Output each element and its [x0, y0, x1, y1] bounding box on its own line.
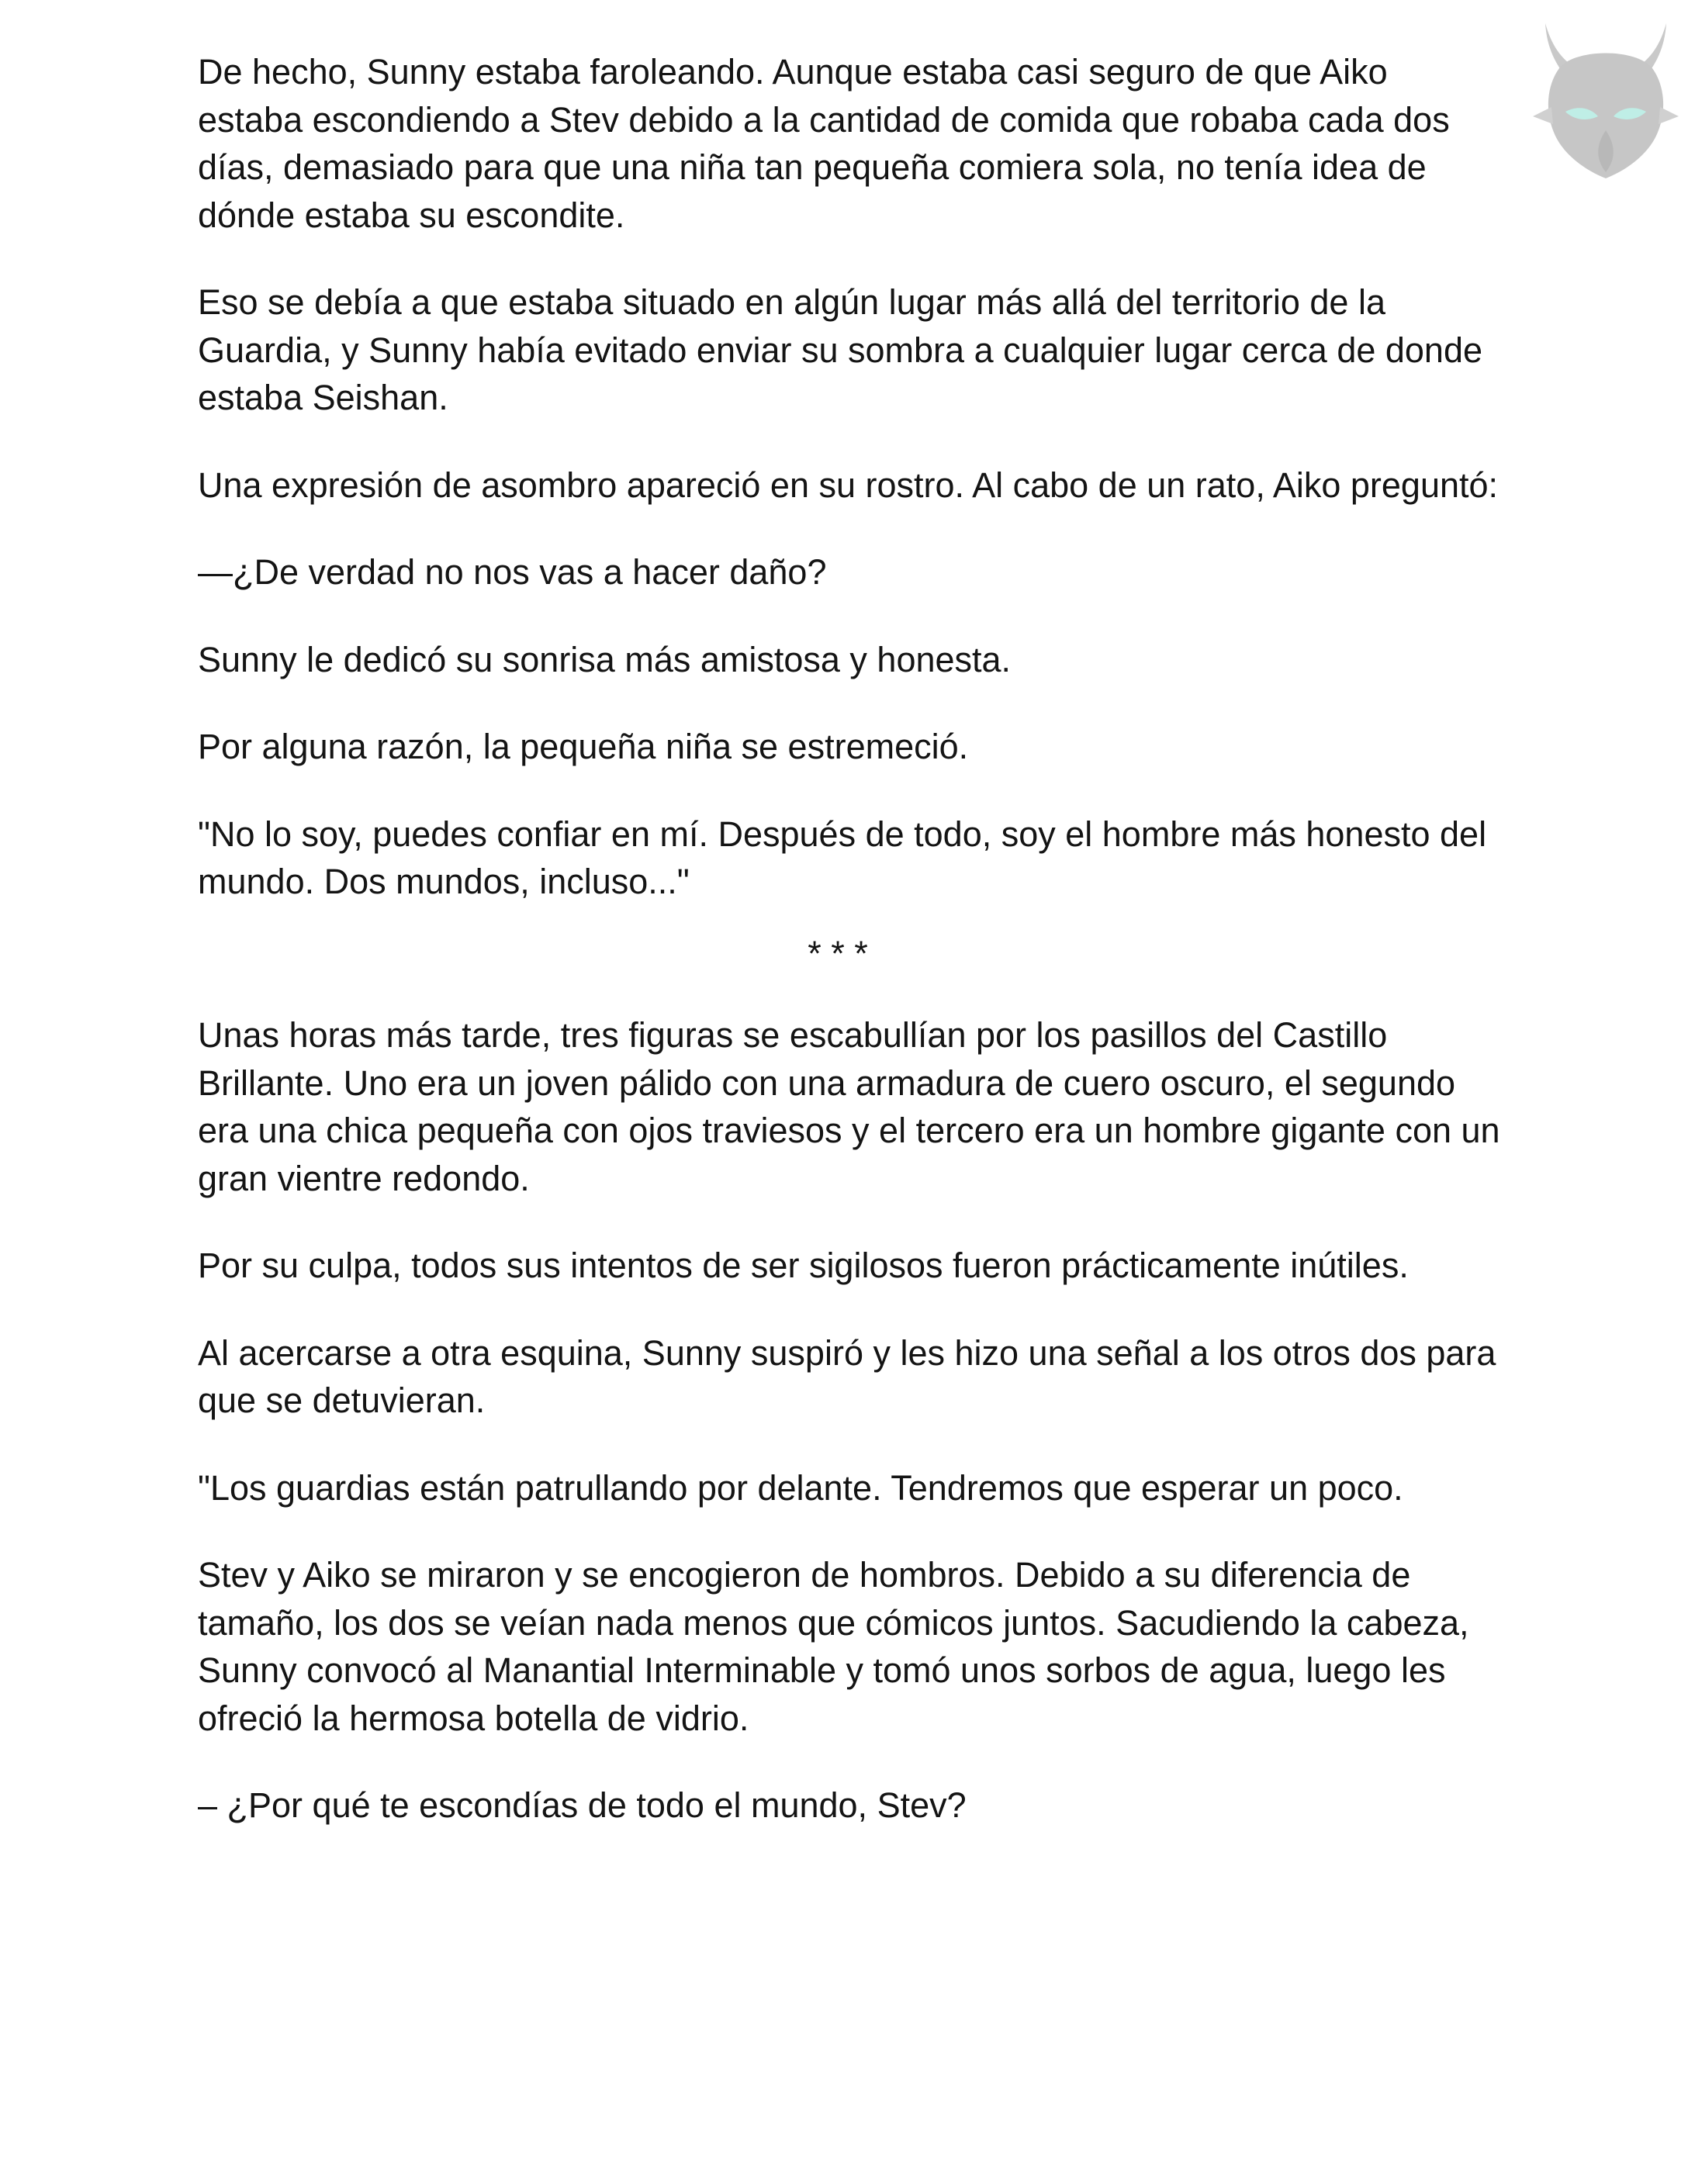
paragraph-13: – ¿Por qué te escondías de todo el mundo, Stev? — [198, 1785, 967, 1825]
paragraph-1: De hecho, Sunny estaba faroleando. Aunque estaba casi seguro de que Aiko estaba escondiendo a Stev debido a la cantidad de comida que robaba cada dos días, demasiado para que una niña tan pequeña comiera sola, no tenía idea de dónde estaba su escondite. — [198, 52, 1450, 235]
paragraph-5: Sunny le dedicó su sonrisa más amistosa y honesta. — [198, 639, 1012, 679]
paragraph-8: Unas horas más tarde, tres figuras se escabullían por los pasillos del Castillo Brillante. Uno era un joven pálido con una armadura de cuero oscuro, el segundo era una chica pequeña con ojos traviesos y el tercero era un hombre gigante con un gran vientre redondo. — [198, 1015, 1500, 1198]
demon-head-logo-icon — [1528, 14, 1683, 192]
scene-separator: * * * — [808, 933, 868, 973]
paragraph-2: Eso se debía a que estaba situado en algún lugar más allá del territorio de la Guardia, y Sunny había evitado enviar su sombra a cualquier lugar cerca de donde estaba Seishan. — [198, 282, 1483, 417]
paragraph-3: Una expresión de asombro apareció en su rostro. Al cabo de un rato, Aiko preguntó: — [198, 465, 1499, 505]
paragraph-12: Stev y Aiko se miraron y se encogieron de hombros. Debido a su diferencia de tamaño, los dos se veían nada menos que cómicos juntos. Sacudiendo la cabeza, Sunny convocó al Manantial Interminable y tomó unos sorbos de agua, luego les ofreció la hermosa botella de vidrio. — [198, 1555, 1469, 1738]
chapter-text — [198, 48, 1501, 1869]
paragraph-7: "No lo soy, puedes confiar en mí. Después de todo, soy el hombre más honesto del mundo. Dos mundos, incluso..." — [198, 814, 1487, 901]
paragraph-11: "Los guardias están patrullando por delante. Tendremos que esperar un poco. — [198, 1467, 1403, 1508]
paragraph-4: —¿De verdad no nos vas a hacer daño? — [198, 552, 827, 592]
paragraph-9: Por su culpa, todos sus intentos de ser sigilosos fueron prácticamente inútiles. — [198, 1246, 1409, 1285]
paragraph-6: Por alguna razón, la pequeña niña se estremeció. — [198, 727, 969, 766]
paragraph-10: Al acercarse a otra esquina, Sunny suspiró y les hizo una señal a los otros dos para que se detuvieran. — [198, 1332, 1496, 1420]
